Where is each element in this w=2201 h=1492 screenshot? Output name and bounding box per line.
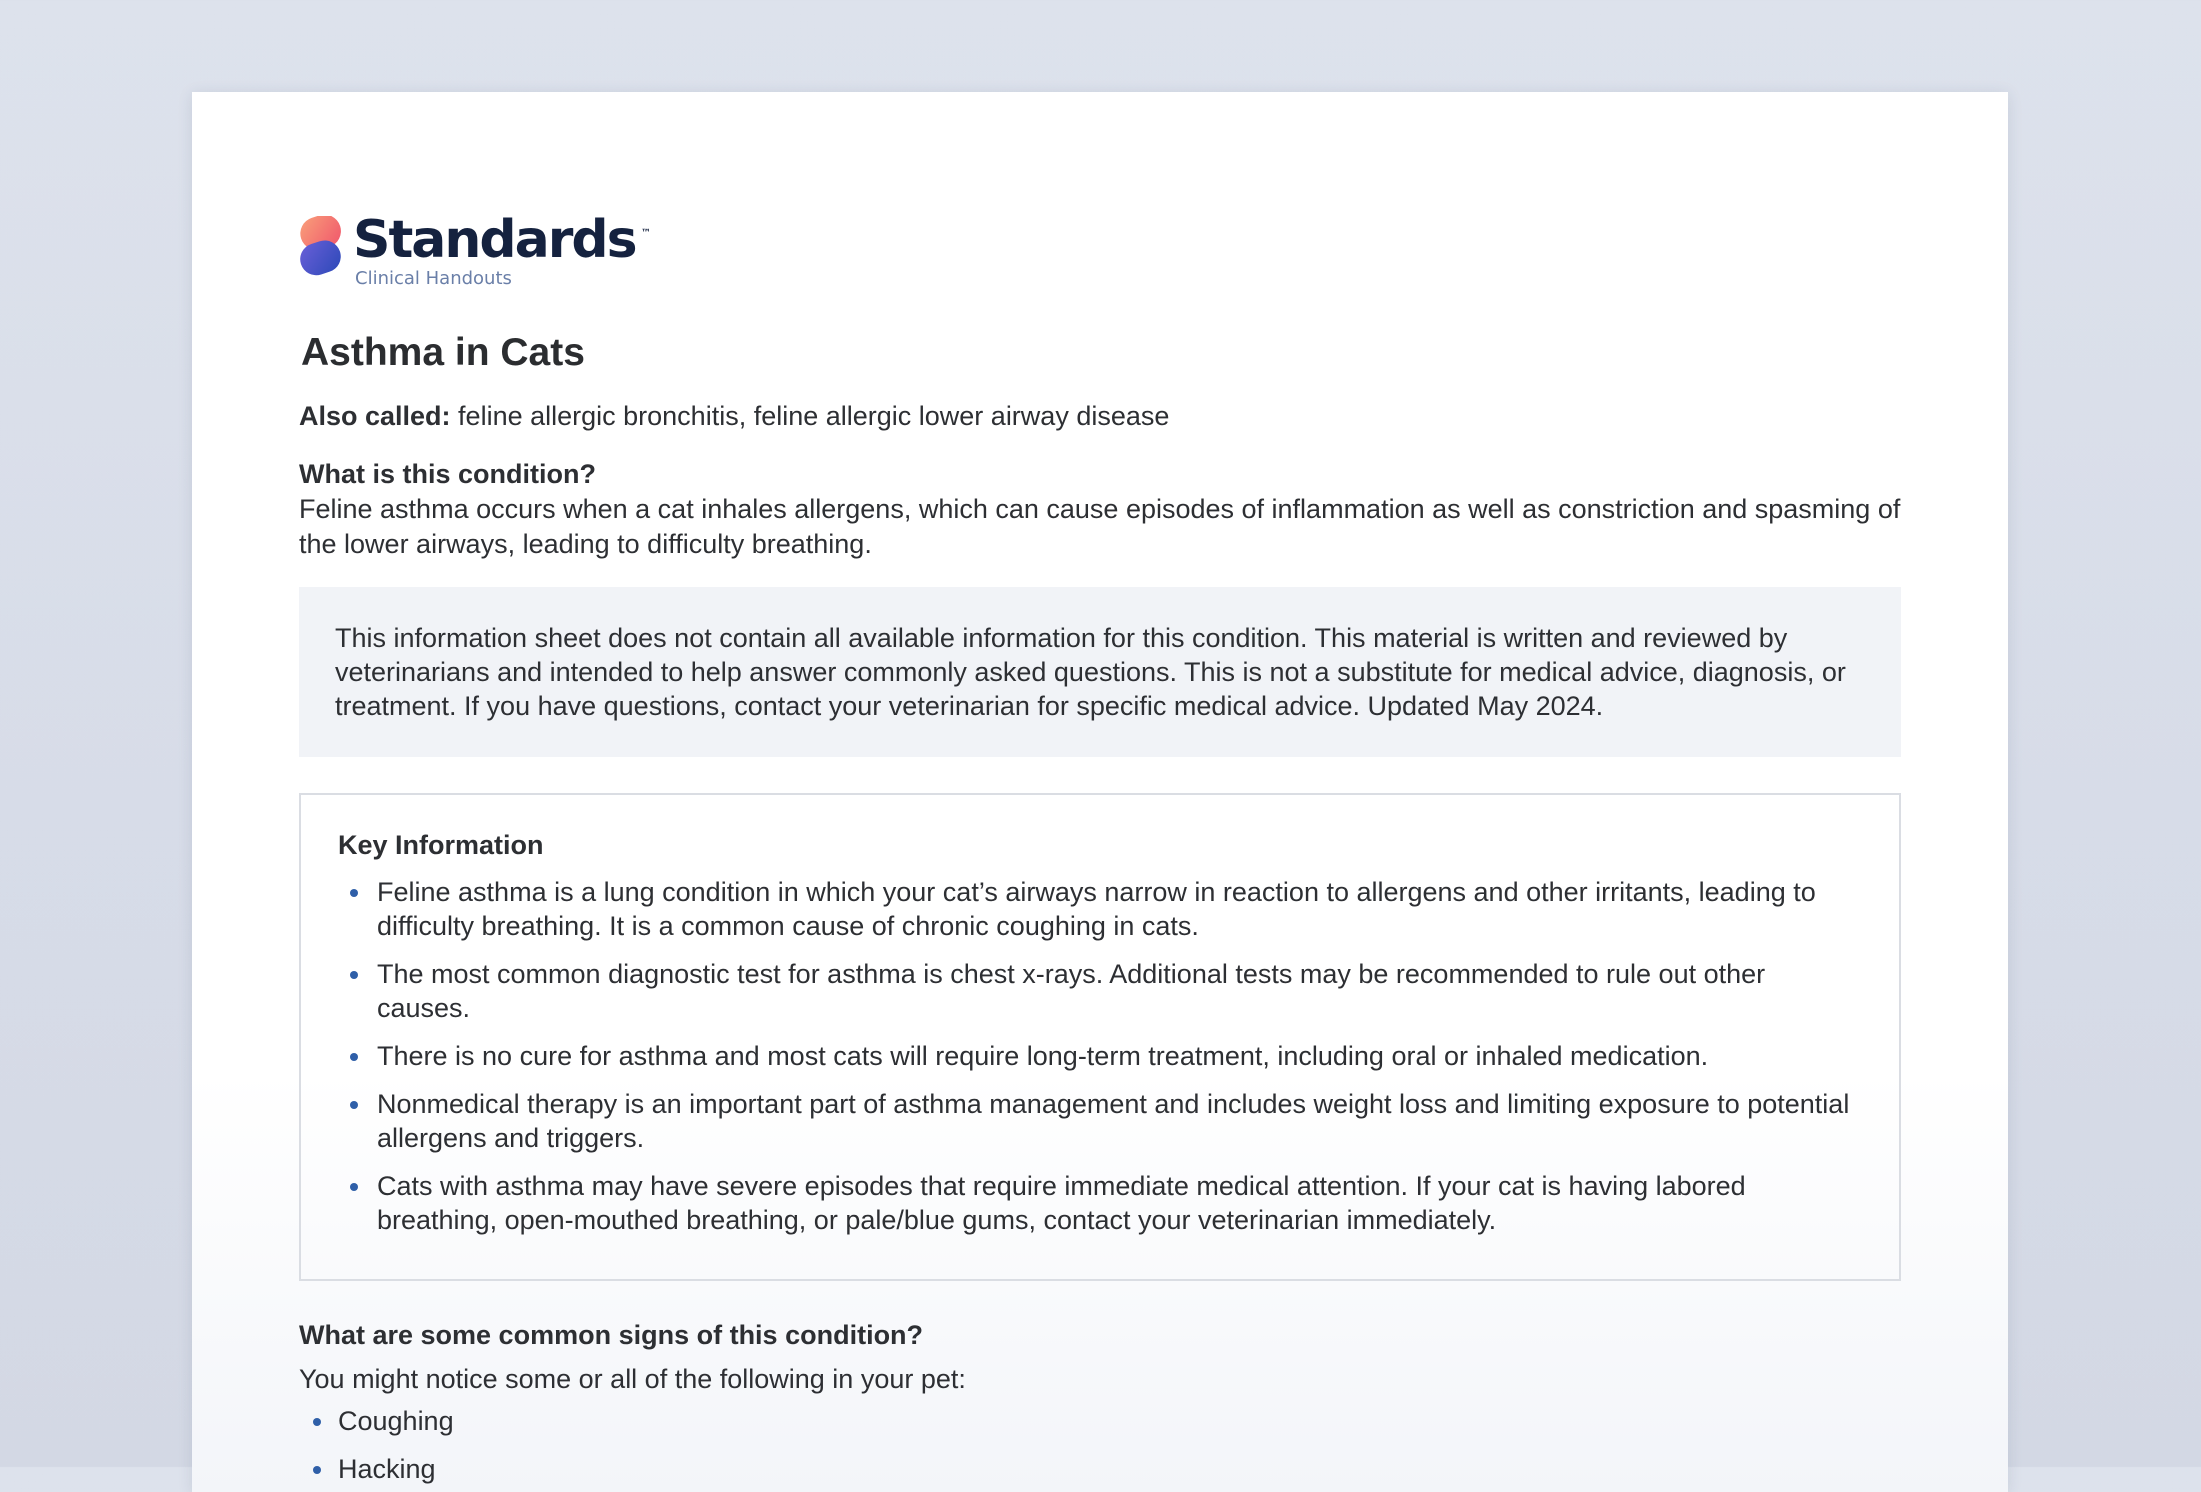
also-called-text: feline allergic bronchitis, feline allergic lower airway disease: [450, 400, 1170, 431]
trademark-symbol: ™: [641, 228, 651, 239]
also-called: [299, 399, 1901, 434]
also-called-label: Also called:: [299, 400, 451, 431]
key-information-box: [299, 793, 1901, 1281]
signs-list: [299, 1403, 1901, 1487]
signs-intro: You might notice some or all of the following in your pet:: [299, 1363, 966, 1394]
handout-content: [299, 210, 1901, 1492]
standards-logo: [299, 210, 1901, 296]
handout-page: [192, 92, 2008, 1492]
disclaimer-box: This information sheet does not contain all available information for this condition. This material is written and reviewed by veterinarians and intended to help answer commonly asked questions. This is not a substitute for medical advice, diagnosis, or treatment. If you have questions, contact your veterinarian for specific medical advice. Updated May 2024.: [299, 587, 1901, 757]
brand-name: Standards: [353, 210, 636, 270]
key-information-list: [338, 875, 1863, 1237]
list-item: There is no cure for asthma and most cats will require long-term treatment, including oral or inhaled medication.: [338, 1039, 1863, 1073]
key-information-title: Key Information: [338, 829, 544, 860]
signs-heading: What are some common signs of this condition?: [299, 1320, 924, 1351]
brand-subtitle: Clinical Handouts: [355, 268, 512, 289]
standards-s-logo-icon: [299, 216, 343, 276]
list-item: The most common diagnostic test for asthma is chest x-rays. Additional tests may be recommended to rule out other causes.: [338, 957, 1863, 1025]
list-item: Coughing: [299, 1403, 1901, 1439]
list-item: Hacking: [299, 1451, 1901, 1487]
document-title: Asthma in Cats: [301, 331, 585, 374]
list-item: Nonmedical therapy is an important part of asthma management and includes weight loss and limiting exposure to potential allergens and triggers.: [338, 1087, 1863, 1155]
list-item: Feline asthma is a lung condition in which your cat’s airways narrow in reaction to allergens and other irritants, leading to difficulty breathing. It is a common cause of chronic coughing in cats.: [338, 875, 1863, 943]
list-item: Cats with asthma may have severe episodes that require immediate medical attention. If your cat is having labored breathing, open-mouthed breathing, or pale/blue gums, contact your veterinarian immediately.: [338, 1169, 1863, 1237]
what-is-heading: What is this condition?: [299, 458, 596, 489]
what-is-text: Feline asthma occurs when a cat inhales allergens, which can cause episodes of inflammation as well as constriction and spasming of the lower airways, leading to difficulty breathing.: [299, 493, 1901, 559]
